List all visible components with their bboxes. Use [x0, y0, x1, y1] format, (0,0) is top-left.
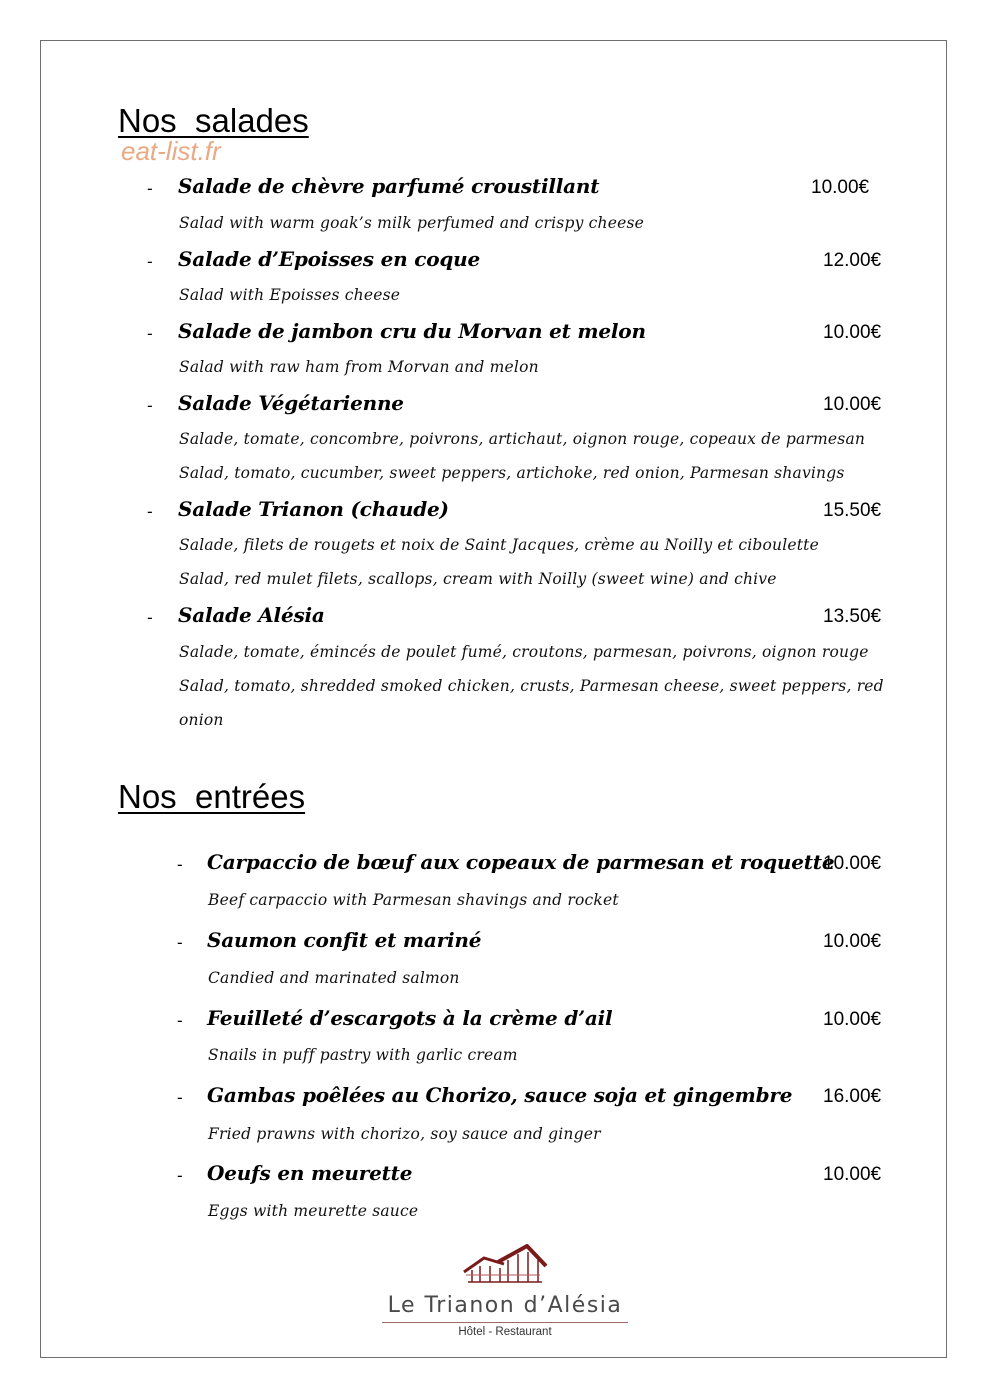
restaurant-logo: [380, 1244, 630, 1344]
house-roof-icon: [380, 1244, 630, 1294]
dish-name: Salade Végétarienne: [178, 391, 404, 415]
dish-description: Salad with raw ham from Morvan and melon: [179, 358, 539, 376]
dish-price: 12.00€: [823, 250, 882, 271]
item-marker: -: [177, 1011, 183, 1030]
dish-description: Beef carpaccio with Parmesan shavings and rocket: [208, 891, 619, 909]
dish-description-en: onion: [179, 711, 224, 729]
item-marker: -: [177, 1088, 183, 1107]
dish-price: 10.00€: [823, 322, 882, 343]
dish-price: 10.00€: [823, 853, 882, 874]
dish-price: 10.00€: [823, 394, 882, 415]
dish-name: Gambas poêlées au Chorizo, sauce soja et gingembre: [207, 1083, 793, 1107]
item-marker: -: [147, 396, 153, 415]
dish-name: Salade de chèvre parfumé croustillant: [178, 174, 600, 198]
dish-price: 15.50€: [823, 500, 882, 521]
dish-price: 10.00€: [823, 1009, 882, 1030]
item-marker: -: [147, 608, 153, 627]
dish-description-en: Salad, tomato, cucumber, sweet peppers, artichoke, red onion, Parmesan shavings: [179, 464, 845, 482]
dish-price: 10.00€: [811, 177, 870, 198]
dish-description: Snails in puff pastry with garlic cream: [208, 1046, 518, 1064]
dish-price: 10.00€: [823, 931, 882, 952]
dish-name: Salade de jambon cru du Morvan et melon: [178, 319, 646, 343]
dish-description: Eggs with meurette sauce: [208, 1202, 419, 1220]
dish-description: Salade, filets de rougets et noix de Saint Jacques, crème au Noilly et ciboulette: [179, 536, 819, 554]
dish-description-en: Salad, red mulet filets, scallops, cream with Noilly (sweet wine) and chive: [179, 570, 777, 588]
dish-price: 16.00€: [823, 1086, 882, 1107]
item-marker: -: [147, 502, 153, 521]
logo-subtitle: Hôtel - Restaurant: [458, 1326, 552, 1338]
dish-name: Feuilleté d’escargots à la crème d’ail: [207, 1006, 613, 1030]
menu-page-frame: [40, 40, 947, 1358]
dish-description-en: Salad, tomato, shredded smoked chicken, crusts, Parmesan cheese, sweet peppers, red: [179, 677, 884, 695]
entrees-title: Nos entrées: [118, 778, 306, 815]
item-marker: -: [177, 1166, 183, 1185]
logo-divider: [382, 1322, 628, 1323]
watermark: eat-list.fr: [121, 136, 221, 166]
dish-name: Saumon confit et mariné: [207, 928, 482, 952]
salades-title: Nos salades: [118, 102, 309, 139]
item-marker: -: [177, 855, 183, 874]
dish-description: Salad with Epoisses cheese: [179, 286, 401, 304]
item-marker: -: [177, 933, 183, 952]
dish-description: Fried prawns with chorizo, soy sauce and ginger: [208, 1125, 601, 1143]
dish-name: Salade Trianon (chaude): [178, 497, 449, 521]
dish-description: Salad with warm goak’s milk perfumed and crispy cheese: [179, 214, 644, 232]
item-marker: -: [147, 252, 153, 271]
logo-name: Le Trianon d’Alésia: [387, 1293, 623, 1318]
item-marker: -: [147, 179, 153, 198]
dish-name: Oeufs en meurette: [207, 1161, 413, 1185]
item-marker: -: [147, 324, 153, 343]
dish-name: Salade d’Epoisses en coque: [178, 247, 481, 271]
dish-description: Salade, tomate, concombre, poivrons, artichaut, oignon rouge, copeaux de parmesan: [179, 430, 866, 448]
dish-price: 13.50€: [823, 606, 882, 627]
dish-description: Candied and marinated salmon: [208, 969, 460, 987]
dish-name: Carpaccio de bœuf aux copeaux de parmesan et roquette: [207, 850, 835, 874]
dish-description: Salade, tomate, émincés de poulet fumé, croutons, parmesan, poivrons, oignon rouge: [179, 643, 869, 661]
dish-name: Salade Alésia: [178, 603, 325, 627]
dish-price: 10.00€: [823, 1164, 882, 1185]
